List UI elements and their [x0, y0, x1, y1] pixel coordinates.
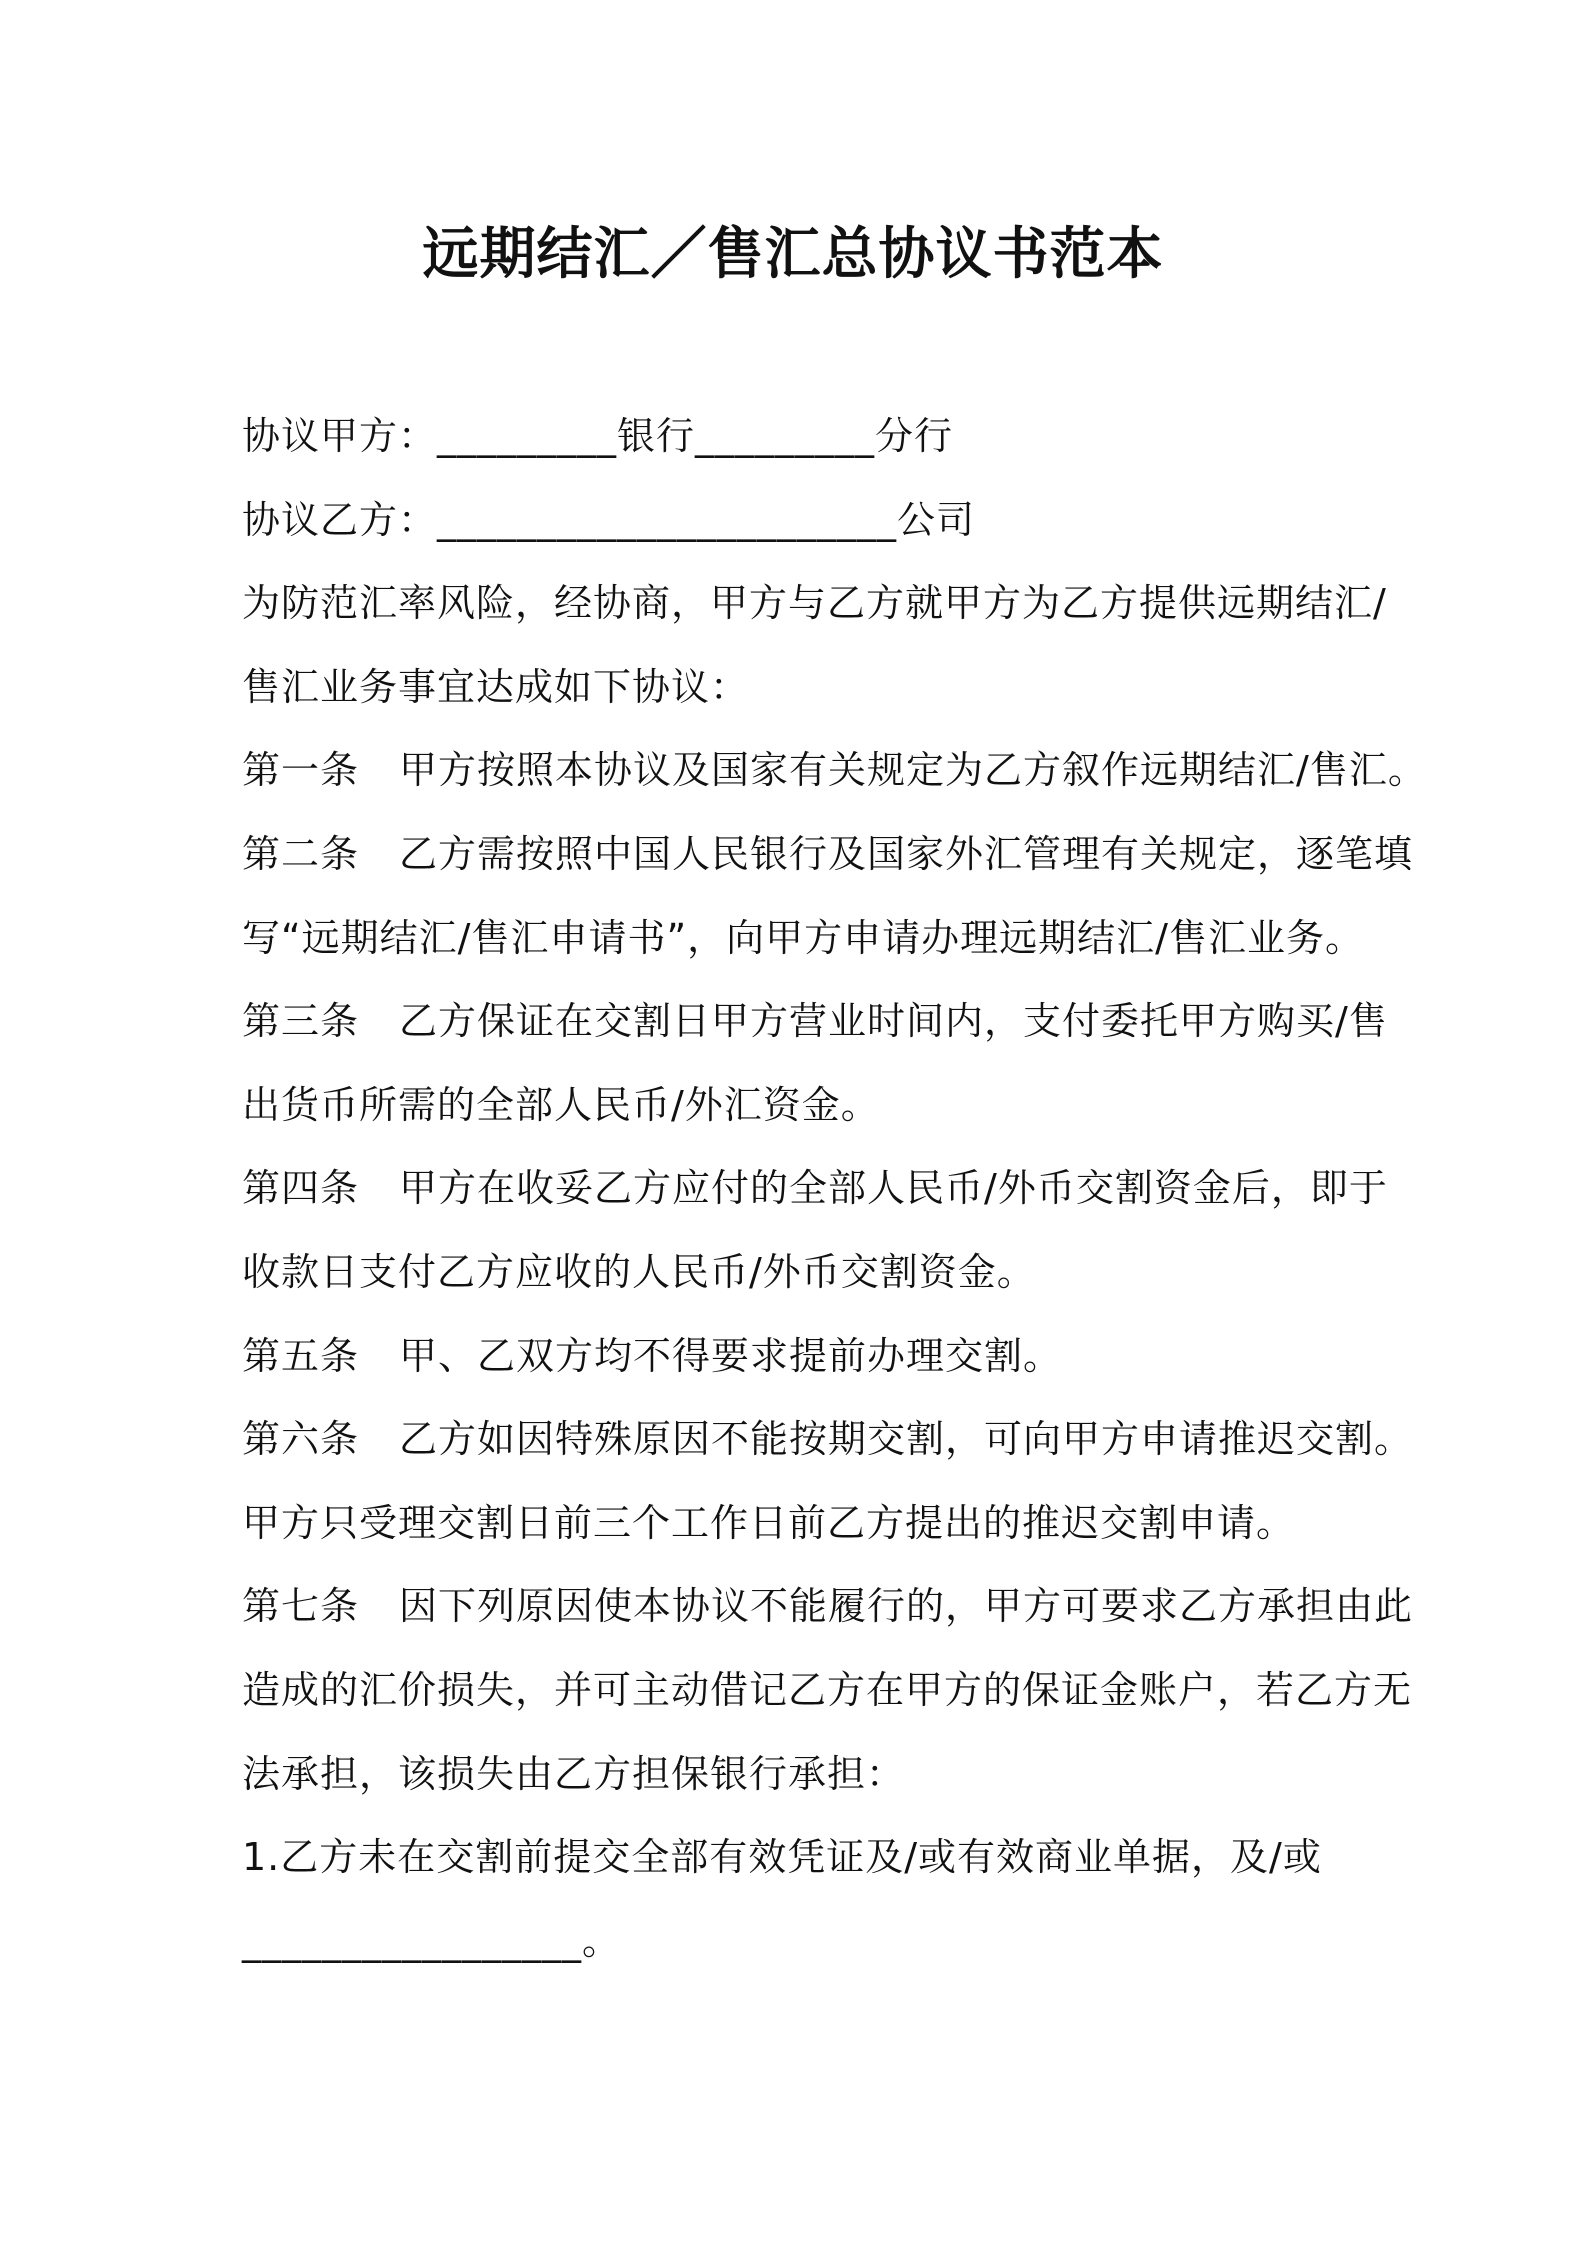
article-number: 第一条: [242, 748, 360, 793]
paragraph-line: [242, 1649, 1442, 1733]
article-line: [242, 1398, 1442, 1482]
line-text: 乙方需按照中国人民银行及国家外汇管理有关规定，逐笔填: [399, 831, 1414, 876]
line-text: 收款日支付乙方应收的人民币/外币交割资金。: [242, 1249, 1036, 1294]
line-text: 因下列原因使本协议不能履行的，甲方可要求乙方承担由此: [399, 1584, 1414, 1629]
paragraph-line: [242, 1064, 1442, 1148]
line-text: 协议乙方：_______________________公司: [242, 497, 976, 542]
line-text: 乙方如因特殊原因不能按期交割，可向甲方申请推迟交割。: [399, 1417, 1414, 1462]
article-line: [242, 1315, 1442, 1399]
article-number: 第三条: [242, 999, 360, 1044]
paragraph-line: [242, 395, 1442, 479]
document-title: 远期结汇／售汇总协议书范本: [422, 222, 1164, 287]
article-number: 第二条: [242, 831, 360, 876]
paragraph-line: [242, 1231, 1442, 1315]
article-line: [242, 980, 1442, 1064]
line-text: 售汇业务事宜达成如下协议：: [242, 664, 750, 709]
article-number: 第四条: [242, 1166, 360, 1211]
line-text: 乙方保证在交割日甲方营业时间内，支付委托甲方购买/售: [399, 999, 1388, 1044]
line-text: 法承担，该损失由乙方担保银行承担：: [242, 1751, 906, 1796]
line-text: 造成的汇价损失，并可主动借记乙方在甲方的保证金账户，若乙方无: [242, 1667, 1413, 1712]
paragraph-line: [242, 646, 1442, 730]
line-text: 写“远期结汇/售汇申请书”，向甲方申请办理远期结汇/售汇业务。: [242, 915, 1364, 960]
article-line: [242, 813, 1442, 897]
line-text: 出货币所需的全部人民币/外汇资金。: [242, 1082, 880, 1127]
document-body: [242, 395, 1442, 1983]
article-number: 第五条: [242, 1333, 360, 1378]
line-text: 1.乙方未在交割前提交全部有效凭证及/或有效商业单据，及/或: [242, 1835, 1322, 1880]
line-text: 甲方按照本协议及国家有关规定为乙方叙作远期结汇/售汇。: [399, 748, 1427, 793]
paragraph-line: [242, 562, 1442, 646]
line-text: 甲、乙双方均不得要求提前办理交割。: [399, 1333, 1063, 1378]
line-text: _________________。: [242, 1918, 622, 1963]
article-number: 第六条: [242, 1417, 360, 1462]
article-line: [242, 1565, 1442, 1649]
line-text: 为防范汇率风险，经协商，甲方与乙方就甲方为乙方提供远期结汇/: [242, 581, 1387, 626]
paragraph-line: [242, 1900, 1442, 1984]
article-line: [242, 1147, 1442, 1231]
paragraph-line: [242, 1816, 1442, 1900]
line-text: 协议甲方：_________银行_________分行: [242, 414, 954, 458]
paragraph-line: [242, 479, 1442, 563]
paragraph-line: [242, 897, 1442, 981]
article-line: [242, 729, 1442, 813]
line-text: 甲方在收妥乙方应付的全部人民币/外币交割资金后，即于: [399, 1166, 1388, 1211]
paragraph-line: [242, 1482, 1442, 1566]
line-text: 甲方只受理交割日前三个工作日前乙方提出的推迟交割申请。: [242, 1500, 1296, 1545]
article-number: 第七条: [242, 1584, 360, 1629]
paragraph-line: [242, 1733, 1442, 1817]
